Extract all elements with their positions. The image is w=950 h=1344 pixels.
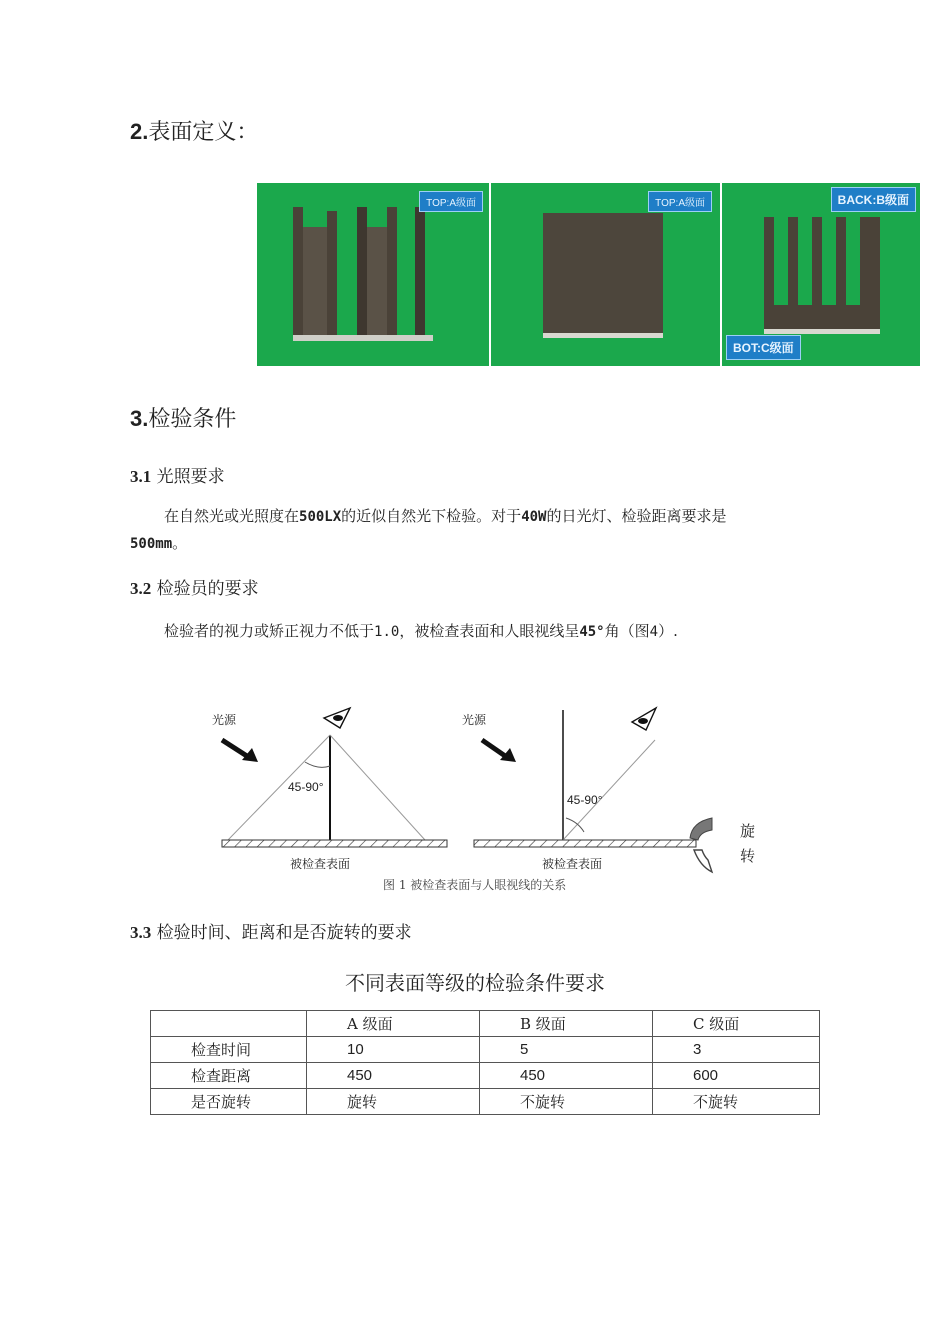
right-surface-label: 被检查表面 [542,857,603,871]
table-cell: 旋转 [307,1089,480,1115]
right-angle-label: 45-90° [567,793,603,807]
section-title: 检验条件 [148,406,237,431]
table-cell: 10 [307,1037,480,1063]
photo-heatsink-back [722,183,920,366]
table-cell: 5 [480,1037,653,1063]
table-cell: 不旋转 [653,1089,820,1115]
section-title: 检验员的要求 [156,579,259,599]
section-3-heading [130,402,236,433]
figure-caption: 图 1 被检查表面与人眼视线的关系 [383,878,567,892]
section-number: 2. [130,119,149,144]
left-diagram [222,708,447,847]
inspector-paragraph: 检验者的视力或矫正视力不低于1.0，被检查表面和人眼视线呈45°角（图4）. [164,622,678,640]
table-header-cell: A 级面 [307,1011,480,1037]
table-header-cell: B 级面 [480,1011,653,1037]
section-number: 3.3 [130,923,152,942]
table-cell: 不旋转 [480,1089,653,1115]
table-cell: 450 [307,1063,480,1089]
table-header-cell: C 级面 [653,1011,820,1037]
section-title: 光照要求 [156,467,225,487]
lighting-paragraph: 在自然光或光照度在500LX的近似自然光下检验。对于40W的日光灯、检验距离要求是 500mm。 [130,507,727,552]
section-3-1-heading [130,462,225,487]
table-title: 不同表面等级的检验条件要求 [345,971,605,995]
section-number: 3.1 [130,467,152,486]
photo-label: TOP:A级面 [648,191,712,212]
left-angle-label: 45-90° [288,780,324,794]
table-row [151,1089,820,1115]
section-3-3-heading [130,918,412,943]
table-header-row [151,1011,820,1037]
table-header-cell [151,1011,307,1037]
photo-label-bottom: BOT:C级面 [726,335,801,360]
table-row-header: 检查时间 [151,1037,307,1063]
section-3-2-heading [130,574,259,599]
photo-heatsink-top [491,183,720,366]
inspection-conditions-table [150,1010,820,1115]
right-light-label: 光源 [462,713,487,727]
left-light-label: 光源 [212,713,237,727]
inspection-angle-diagram [200,700,780,900]
table-row-header: 检查距离 [151,1063,307,1089]
table-row [151,1037,820,1063]
table-cell: 450 [480,1063,653,1089]
section-number: 3. [130,406,149,431]
eye-icon [632,708,656,730]
table-cell: 3 [653,1037,820,1063]
table-row-header: 是否旋转 [151,1089,307,1115]
rotate-label-2: 转 [740,847,756,865]
rotate-label-1: 旋 [740,822,756,840]
photo-label-back: BACK:B级面 [831,187,916,212]
table-row [151,1063,820,1089]
right-diagram [474,708,712,872]
eye-icon [324,708,350,728]
photo-heatsink-side [257,183,489,366]
section-title: 检验时间、距离和是否旋转的要求 [156,923,412,943]
section-number: 3.2 [130,579,152,598]
left-surface-label: 被检查表面 [290,857,351,871]
section-2-heading [130,115,258,146]
section-title: 表面定义： [148,119,259,144]
photo-label: TOP:A级面 [419,191,483,212]
table-cell: 600 [653,1063,820,1089]
